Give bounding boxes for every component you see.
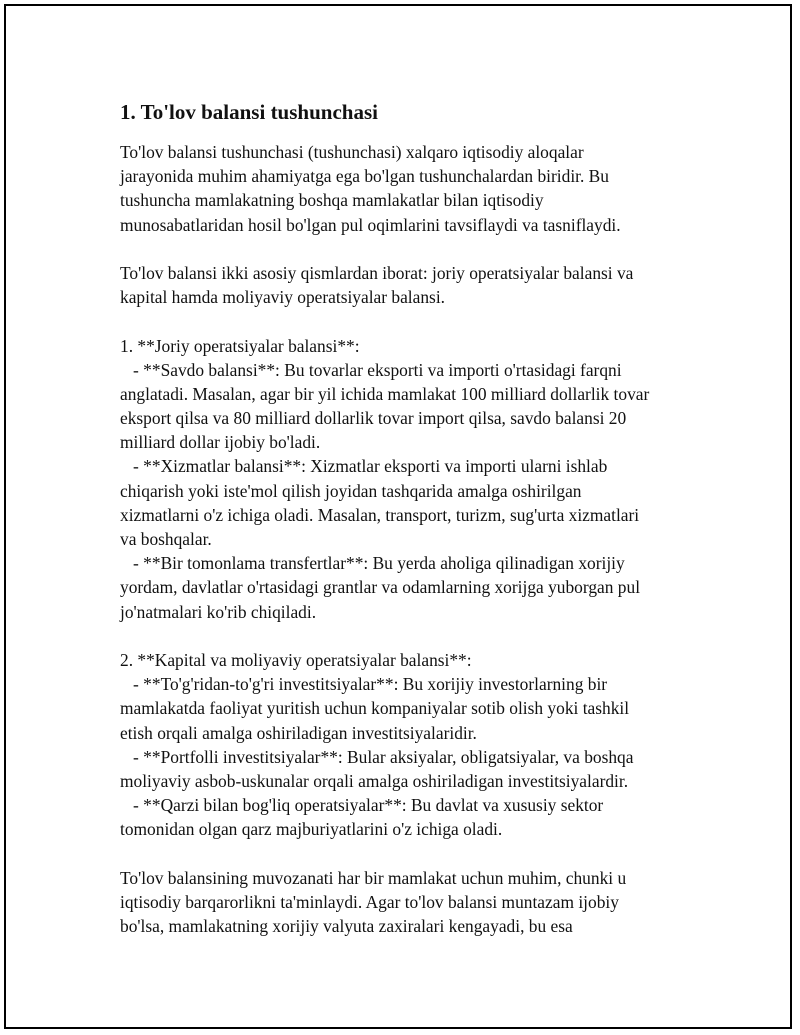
document-text [120, 140, 700, 938]
text-line: 1. **Joriy operatsiyalar balansi**: [120, 335, 360, 356]
text-line: - **Xizmatlar balansi**: Xizmatlar eksporti va importi ularni ishlab [120, 456, 608, 477]
text-line: To'lov balansi tushunchasi (tushunchasi) xalqaro iqtisodiy aloqalar [120, 142, 584, 162]
text-line: bo'lsa, mamlakatning xorijiy valyuta zaxiralari kengayadi, bu esa [120, 916, 573, 936]
text-line: milliard dollar ijobiy bo'ladi. [120, 432, 321, 453]
text-line: tomonidan olgan qarz majburiyatlarini o'z ichiga oladi. [120, 819, 503, 840]
text-line: - **Portfolli investitsiyalar**: Bular aksiyalar, obligatsiyalar, va boshqa [120, 746, 634, 767]
blank-line [120, 624, 700, 648]
text-line: anglatadi. Masalan, agar bir yil ichida mamlakat 100 milliard dollarlik tovar [120, 383, 650, 404]
text-line: va boshqalar. [120, 529, 212, 549]
document-body [120, 98, 700, 938]
blank-line [120, 237, 700, 261]
page-title: 1. To'lov balansi tushunchasi [120, 100, 378, 124]
text-line: jo'natmalari ko'rib chiqiladi. [120, 601, 317, 622]
text-line: To'lov balansi ikki asosiy qismlardan iborat: joriy operatsiyalar balansi va [120, 262, 634, 283]
text-line: yordam, davlatlar o'rtasidagi grantlar va odamlarning xorijga yuborgan pul [120, 577, 641, 598]
text-line: To'lov balansining muvozanati har bir mamlakat uchun muhim, chunki u [120, 867, 627, 888]
text-line: tushuncha mamlakatning boshqa mamlakatlar bilan iqtisodiy [120, 190, 544, 211]
text-line: eksport qilsa va 80 milliard dollarlik tovar import qilsa, savdo balansi 20 [120, 408, 627, 429]
text-line: moliyaviy asbob-uskunalar orqali amalga oshiriladigan investitsiyalardir. [120, 770, 629, 791]
text-line: munosabatlaridan hosil bo'lgan pul oqimlarini tavsiflaydi va tasniflaydi. [120, 214, 621, 235]
blank-line [120, 841, 700, 865]
text-line: kapital hamda moliyaviy operatsiyalar balansi. [120, 287, 446, 308]
text-line: iqtisodiy barqarorlikni ta'minlaydi. Agar to'lov balansi muntazam ijobiy [120, 891, 619, 912]
text-line: - **Savdo balansi**: Bu tovarlar eksporti va importi o'rtasidagi farqni [120, 359, 622, 380]
page-frame [4, 4, 792, 1029]
text-line: chiqarish yoki iste'mol qilish joyidan tashqarida amalga oshirilgan [120, 480, 582, 501]
text-line: 2. **Kapital va moliyaviy operatsiyalar balansi**: [120, 649, 472, 670]
text-line: jarayonida muhim ahamiyatga ega bo'lgan tushunchalardan biridir. Bu [120, 166, 609, 187]
text-line: - **To'g'ridan-to'g'ri investitsiyalar**: Bu xorijiy investorlarning bir [120, 674, 608, 695]
text-line: xizmatlarni o'z ichiga oladi. Masalan, transport, turizm, sug'urta xizmatlari [120, 504, 640, 525]
text-line: mamlakatda faoliyat yuritish uchun kompaniyalar sotib olish yoki tashkil [120, 698, 630, 719]
text-line: - **Bir tomonlama transfertlar**: Bu yerda aholiga qilinadigan xorijiy [120, 553, 625, 574]
text-line: etish orqali amalga oshiriladigan investitsiyalaridir. [120, 722, 477, 743]
text-line: - **Qarzi bilan bog'liq operatsiyalar**: Bu davlat va xususiy sektor [120, 795, 604, 816]
blank-line [120, 309, 700, 333]
